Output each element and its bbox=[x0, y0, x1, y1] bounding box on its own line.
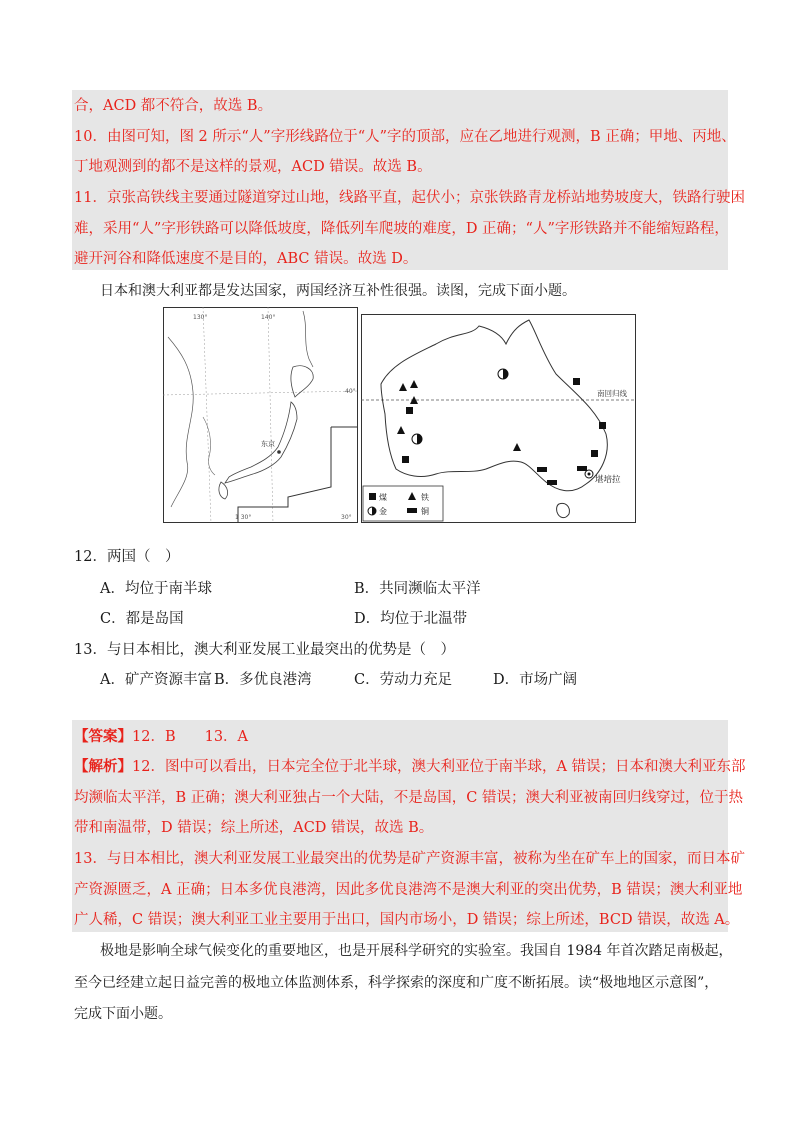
question-13-option-a: A．矿产资源丰富 bbox=[100, 672, 212, 688]
lat-label-30: 30° bbox=[341, 514, 352, 521]
legend-coal-icon bbox=[369, 493, 376, 500]
answer-tag: 【答案】 bbox=[74, 728, 132, 745]
analysis-line: 均濒临太平洋，B 正确；澳大利亚独占一个大陆，不是岛国，C 错误；澳大利亚被南回归线穿过，位于热 bbox=[74, 790, 743, 806]
analysis-line: 带和南温带，D 错误；综上所述，ACD 错误，故选 B。 bbox=[74, 820, 434, 836]
japan-map bbox=[163, 307, 358, 523]
coal-icon bbox=[599, 422, 606, 429]
legend-copper-label: 铜 bbox=[421, 507, 429, 516]
lon-label-140: 140° bbox=[261, 314, 276, 321]
copper-icon bbox=[577, 466, 587, 471]
question-12-stem: 12．两国（ ） bbox=[74, 549, 180, 565]
legend-gold-icon bbox=[368, 507, 376, 515]
analysis-first-line bbox=[74, 757, 746, 777]
coal-icon bbox=[591, 450, 598, 457]
legend-box bbox=[363, 486, 443, 521]
bottom-lon-label: 1 30° bbox=[235, 514, 252, 521]
analysis-line: 10．由图可知，图 2 所示“人”字形线路位于“人”字的顶部，应在乙地进行观测，B 正确；甲地、丙地、 bbox=[74, 129, 736, 145]
legend-copper-icon bbox=[407, 508, 417, 513]
lat-label-40: 40° bbox=[345, 388, 356, 395]
question-12-option-b: B．共同濒临太平洋 bbox=[354, 581, 481, 597]
analysis-line: 难，采用“人”字形铁路可以降低坡度，降低列车爬坡的难度，D 正确；“人”字形铁路并不能缩短路程， bbox=[74, 221, 729, 237]
lon-label-130: 130° bbox=[193, 314, 208, 321]
analysis-line: 11．京张高铁线主要通过隧道穿过山地，线路平直，起伏小；京张铁路青龙桥站地势坡度大，铁路行驶困 bbox=[74, 190, 745, 206]
question-13-option-d: D．市场广阔 bbox=[493, 672, 578, 688]
analysis-line: 广人稀，C 错误；澳大利亚工业主要用于出口，国内市场小，D 错误；综上所述，BCD 错误，故选 A。 bbox=[74, 912, 740, 928]
analysis-line: 产资源匮乏，A 正确；日本多优良港湾，因此多优良港湾不是澳大利亚的突出优势，B 错误；澳大利亚地 bbox=[74, 882, 743, 898]
legend-gold-label: 金 bbox=[379, 507, 387, 516]
question-12-option-c: C．都是岛国 bbox=[100, 611, 184, 627]
question-12-option-d: D．均位于北温带 bbox=[354, 611, 468, 627]
question-13-option-c: C．劳动力充足 bbox=[354, 672, 453, 688]
analysis-line: 丁地观测到的都不是这样的景观，ACD 错误。故选 B。 bbox=[74, 159, 432, 175]
analysis-line: 避开河谷和降低速度不是目的，ABC 错误。故选 D。 bbox=[74, 251, 418, 267]
legend-coal-label: 煤 bbox=[379, 493, 387, 502]
copper-icon bbox=[547, 480, 557, 485]
analysis-line: 13．与日本相比，澳大利亚发展工业最突出的优势是矿产资源丰富，被称为坐在矿车上的国家，而日本矿 bbox=[74, 851, 745, 867]
gold-icon bbox=[412, 434, 422, 444]
answer-block-1-bg bbox=[72, 90, 728, 270]
answer-line bbox=[74, 727, 248, 747]
coal-icon bbox=[402, 456, 409, 463]
polar-intro-line: 极地是影响全球气候变化的重要地区，也是开展科学研究的实验室。我国自 1984 年首次踏足南极起， bbox=[100, 943, 733, 959]
question-13-stem: 13．与日本相比，澳大利亚发展工业最突出的优势是（ ） bbox=[74, 642, 455, 658]
analysis-tag: 【解析】 bbox=[74, 758, 132, 775]
coal-icon bbox=[573, 378, 580, 385]
question-12-option-a: A．均位于南半球 bbox=[100, 581, 212, 597]
legend-iron-label: 铁 bbox=[421, 493, 429, 502]
canberra-label: 堪培拉 bbox=[595, 475, 621, 485]
coal-icon bbox=[406, 407, 413, 414]
tropic-label: 南回归线 bbox=[597, 389, 627, 398]
polar-intro-line: 完成下面小题。 bbox=[74, 1006, 172, 1022]
polar-intro-line: 至今已经建立起日益完善的极地立体监测体系，科学探索的深度和广度不断拓展。读“极地地区示意图”， bbox=[74, 975, 719, 991]
copper-icon bbox=[537, 467, 547, 472]
analysis-line: 合，ACD 都不符合，故选 B。 bbox=[74, 98, 273, 114]
question-intro: 日本和澳大利亚都是发达国家，两国经济互补性很强。读图，完成下面小题。 bbox=[100, 283, 576, 299]
analysis-text: 12．图中可以看出，日本完全位于北半球，澳大利亚位于南半球，A 错误；日本和澳大利亚东部 bbox=[132, 759, 746, 775]
australia-map bbox=[361, 314, 636, 523]
answer-text: 12．B 13．A bbox=[132, 729, 249, 745]
gold-icon bbox=[498, 369, 508, 379]
tokyo-marker bbox=[277, 450, 281, 454]
tokyo-label: 东京 bbox=[261, 440, 275, 448]
question-13-option-b: B．多优良港湾 bbox=[214, 672, 312, 688]
canberra-icon bbox=[585, 470, 593, 478]
